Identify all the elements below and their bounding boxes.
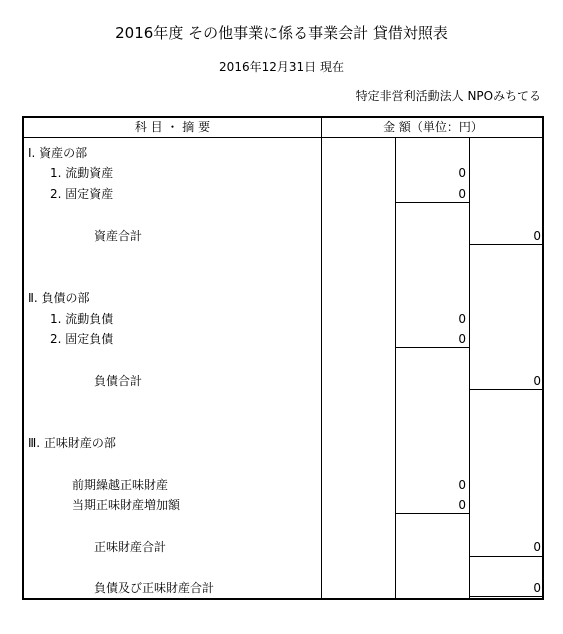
current-liabilities-label: 1. 流動負債: [50, 312, 114, 326]
header-subject: 科 目 ・ 摘 要: [134, 120, 211, 134]
prior-net-assets-value: 0: [458, 478, 466, 492]
assets-total-value: 0: [533, 229, 541, 243]
liabilities-subtotal-rule: [395, 347, 469, 348]
amount-column-divider: [321, 116, 322, 600]
fixed-liabilities-label: 2. 固定負債: [50, 332, 114, 346]
net-assets-total-rule: [469, 556, 544, 557]
net-assets-subtotal-rule: [395, 513, 469, 514]
net-assets-total-label: 正味財産合計: [94, 540, 167, 554]
assets-total-label: 資産合計: [94, 229, 143, 243]
document-date: 2016年12月31日 現在: [219, 60, 344, 74]
assets-subtotal-rule: [395, 202, 469, 203]
prior-net-assets-label: 前期繰越正味財産: [72, 478, 169, 492]
liabilities-total-label: 負債合計: [94, 374, 143, 388]
liabilities-total-rule: [469, 389, 544, 390]
grand-total-label: 負債及び正味財産合計: [94, 581, 215, 595]
header-amount: 金 額（単位：円）: [383, 120, 483, 134]
net-assets-increase-value: 0: [458, 498, 466, 512]
header-rule: [22, 137, 544, 138]
fixed-assets-label: 2. 固定資産: [50, 187, 114, 201]
current-assets-value: 0: [458, 166, 466, 180]
grand-total-rule: [469, 596, 544, 597]
net-assets-total-value: 0: [533, 540, 541, 554]
sub-amount-divider: [395, 137, 396, 600]
net-assets-increase-label: 当期正味財産増加額: [72, 498, 181, 512]
current-liabilities-value: 0: [458, 312, 466, 326]
document-title: 2016年度 その他事業に係る事業会計 貸借対照表: [115, 24, 448, 42]
assets-section-heading: Ⅰ. 資産の部: [28, 146, 88, 160]
organization-name: 特定非営利活動法人 NPOみちてる: [355, 89, 541, 103]
liabilities-section-heading: Ⅱ. 負債の部: [28, 291, 90, 305]
liabilities-total-value: 0: [533, 374, 541, 388]
fixed-assets-value: 0: [458, 187, 466, 201]
current-assets-label: 1. 流動資産: [50, 166, 114, 180]
net-assets-section-heading: Ⅲ. 正味財産の部: [28, 436, 116, 450]
grand-total-value: 0: [533, 581, 541, 595]
total-amount-divider: [469, 137, 470, 600]
assets-total-rule: [469, 244, 544, 245]
fixed-liabilities-value: 0: [458, 332, 466, 346]
